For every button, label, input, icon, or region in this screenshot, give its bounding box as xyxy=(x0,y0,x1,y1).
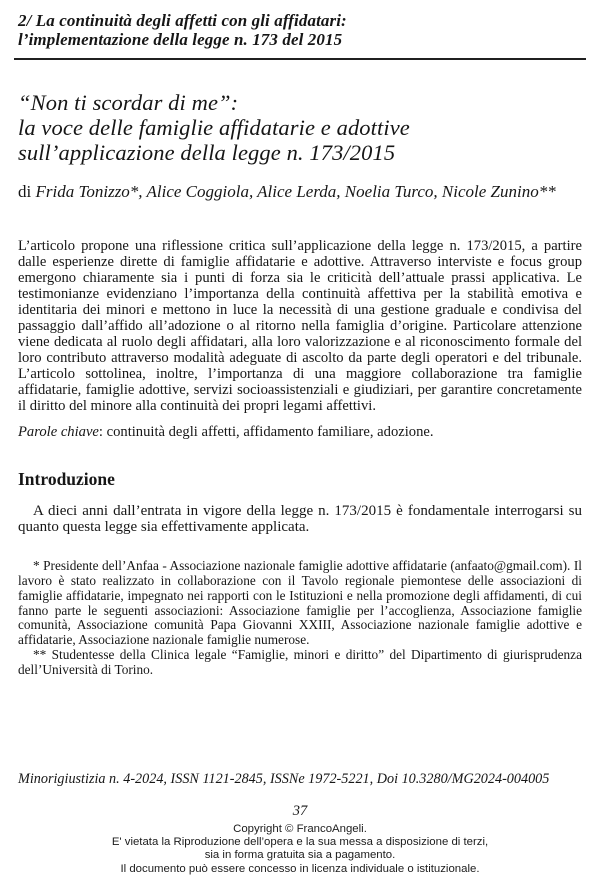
abstract-paragraph: L’articolo propone una riflessione critica sull’applicazione della legge n. 173/2015, a partire dalle esperienze dirette di famiglie affidatarie e adottive. Attraverso interviste e focus group emergono chiaramente sia i punti di forza sia le criticità dell’attuale prassi applicativa. Le testimonianze evidenziano l’importanza della continuità affettiva per la stabilità emotiva e identitaria dei minori e mettono in luce la necessità di una gestione graduale e condivisa del passaggio dall’affido all’adozione o al ritorno nella famiglia d’origine. Particolare attenzione viene dedicata al ruolo degli affidatari, alla loro valorizzazione e al riconoscimento formale del loro contributo attraverso modalità adeguate di ascolto da parte degli operatori e del tribunale. L’articolo sottolinea, inoltre, l’importanza di una maggiore collaborazione tra famiglie affidatarie, famiglie adottive, servizi socioassistenziali e giudiziari, per garantire concretamente il diritto del minore alla continuità dei propri legami affettivi. xyxy=(18,237,582,415)
article-title xyxy=(18,90,582,165)
running-head-line2: l’implementazione della legge n. 173 del 2015 xyxy=(18,30,343,49)
keywords-line xyxy=(18,424,582,440)
article-title-line3: sull’applicazione della legge n. 173/2015 xyxy=(18,140,396,165)
intro-paragraph: A dieci anni dall’entrata in vigore della legge n. 173/2015 è fondamentale interrogarsi su quanto questa legge sia effettivamente applicata. xyxy=(18,502,582,536)
copyright-line1: Copyright © FrancoAngeli. xyxy=(233,823,367,835)
footnote-2: ** Studentesse della Clinica legale “Famiglie, minori e diritto” del Dipartimento di giurisprudenza dell’Università di Torino. xyxy=(18,647,582,678)
header-rule xyxy=(14,58,586,60)
copyright-line3: sia in forma gratuita sia a pagamento. xyxy=(204,849,396,862)
article-title-line2: la voce delle famiglie affidatarie e adottive xyxy=(18,115,410,140)
running-head-line1: 2/ La continuità degli affetti con gli affidatari: xyxy=(18,11,347,30)
byline xyxy=(18,182,582,202)
byline-authors: Frida Tonizzo*, Alice Coggiola, Alice Lerda, Noelia Turco, Nicole Zunino** xyxy=(35,182,556,201)
copyright-line4: Il documento può essere concesso in licenza individuale o istituzionale. xyxy=(120,862,480,875)
byline-prefix: di xyxy=(18,182,36,201)
page-number: 37 xyxy=(292,803,308,819)
article-title-line1: “Non ti scordar di me”: xyxy=(18,90,239,115)
copyright-line2: E' vietata la Riproduzione dell’opera e la sua messa a disposizione di terzi, xyxy=(111,836,489,849)
keywords-label: Parole chiave xyxy=(18,423,99,440)
keywords-text: : continuità degli affetti, affidamento familiare, adozione. xyxy=(98,423,434,440)
page-header xyxy=(18,0,582,60)
footnotes-block xyxy=(18,559,582,678)
section-heading-introduzione: Introduzione xyxy=(18,468,115,489)
running-head xyxy=(18,0,582,49)
copyright-notice xyxy=(0,823,600,876)
journal-info-line: Minorigiustizia n. 4-2024, ISSN 1121-2845, ISSNe 1972-5221, Doi 10.3280/MG2024-004005 xyxy=(18,771,550,787)
footnote-1: * Presidente dell’Anfaa - Associazione nazionale famiglie adottive affidatarie (anfaato@gmail.com). Il lavoro è stato realizzato in collaborazione con il Tavolo regionale piemontese delle associazioni di famiglie affidatarie, impegnato nei rapporti con le Istituzioni e nella promozione degli affidamenti, di cui fanno parte le seguenti associazioni: Associazione famiglie per l’accoglienza, Associazione famiglie comunità, Associazione comunità Papa Giovanni XXIII, Associazione nazionale famiglie adottive e affidatarie, Associazione nazionale famiglie numerose. xyxy=(18,557,582,648)
